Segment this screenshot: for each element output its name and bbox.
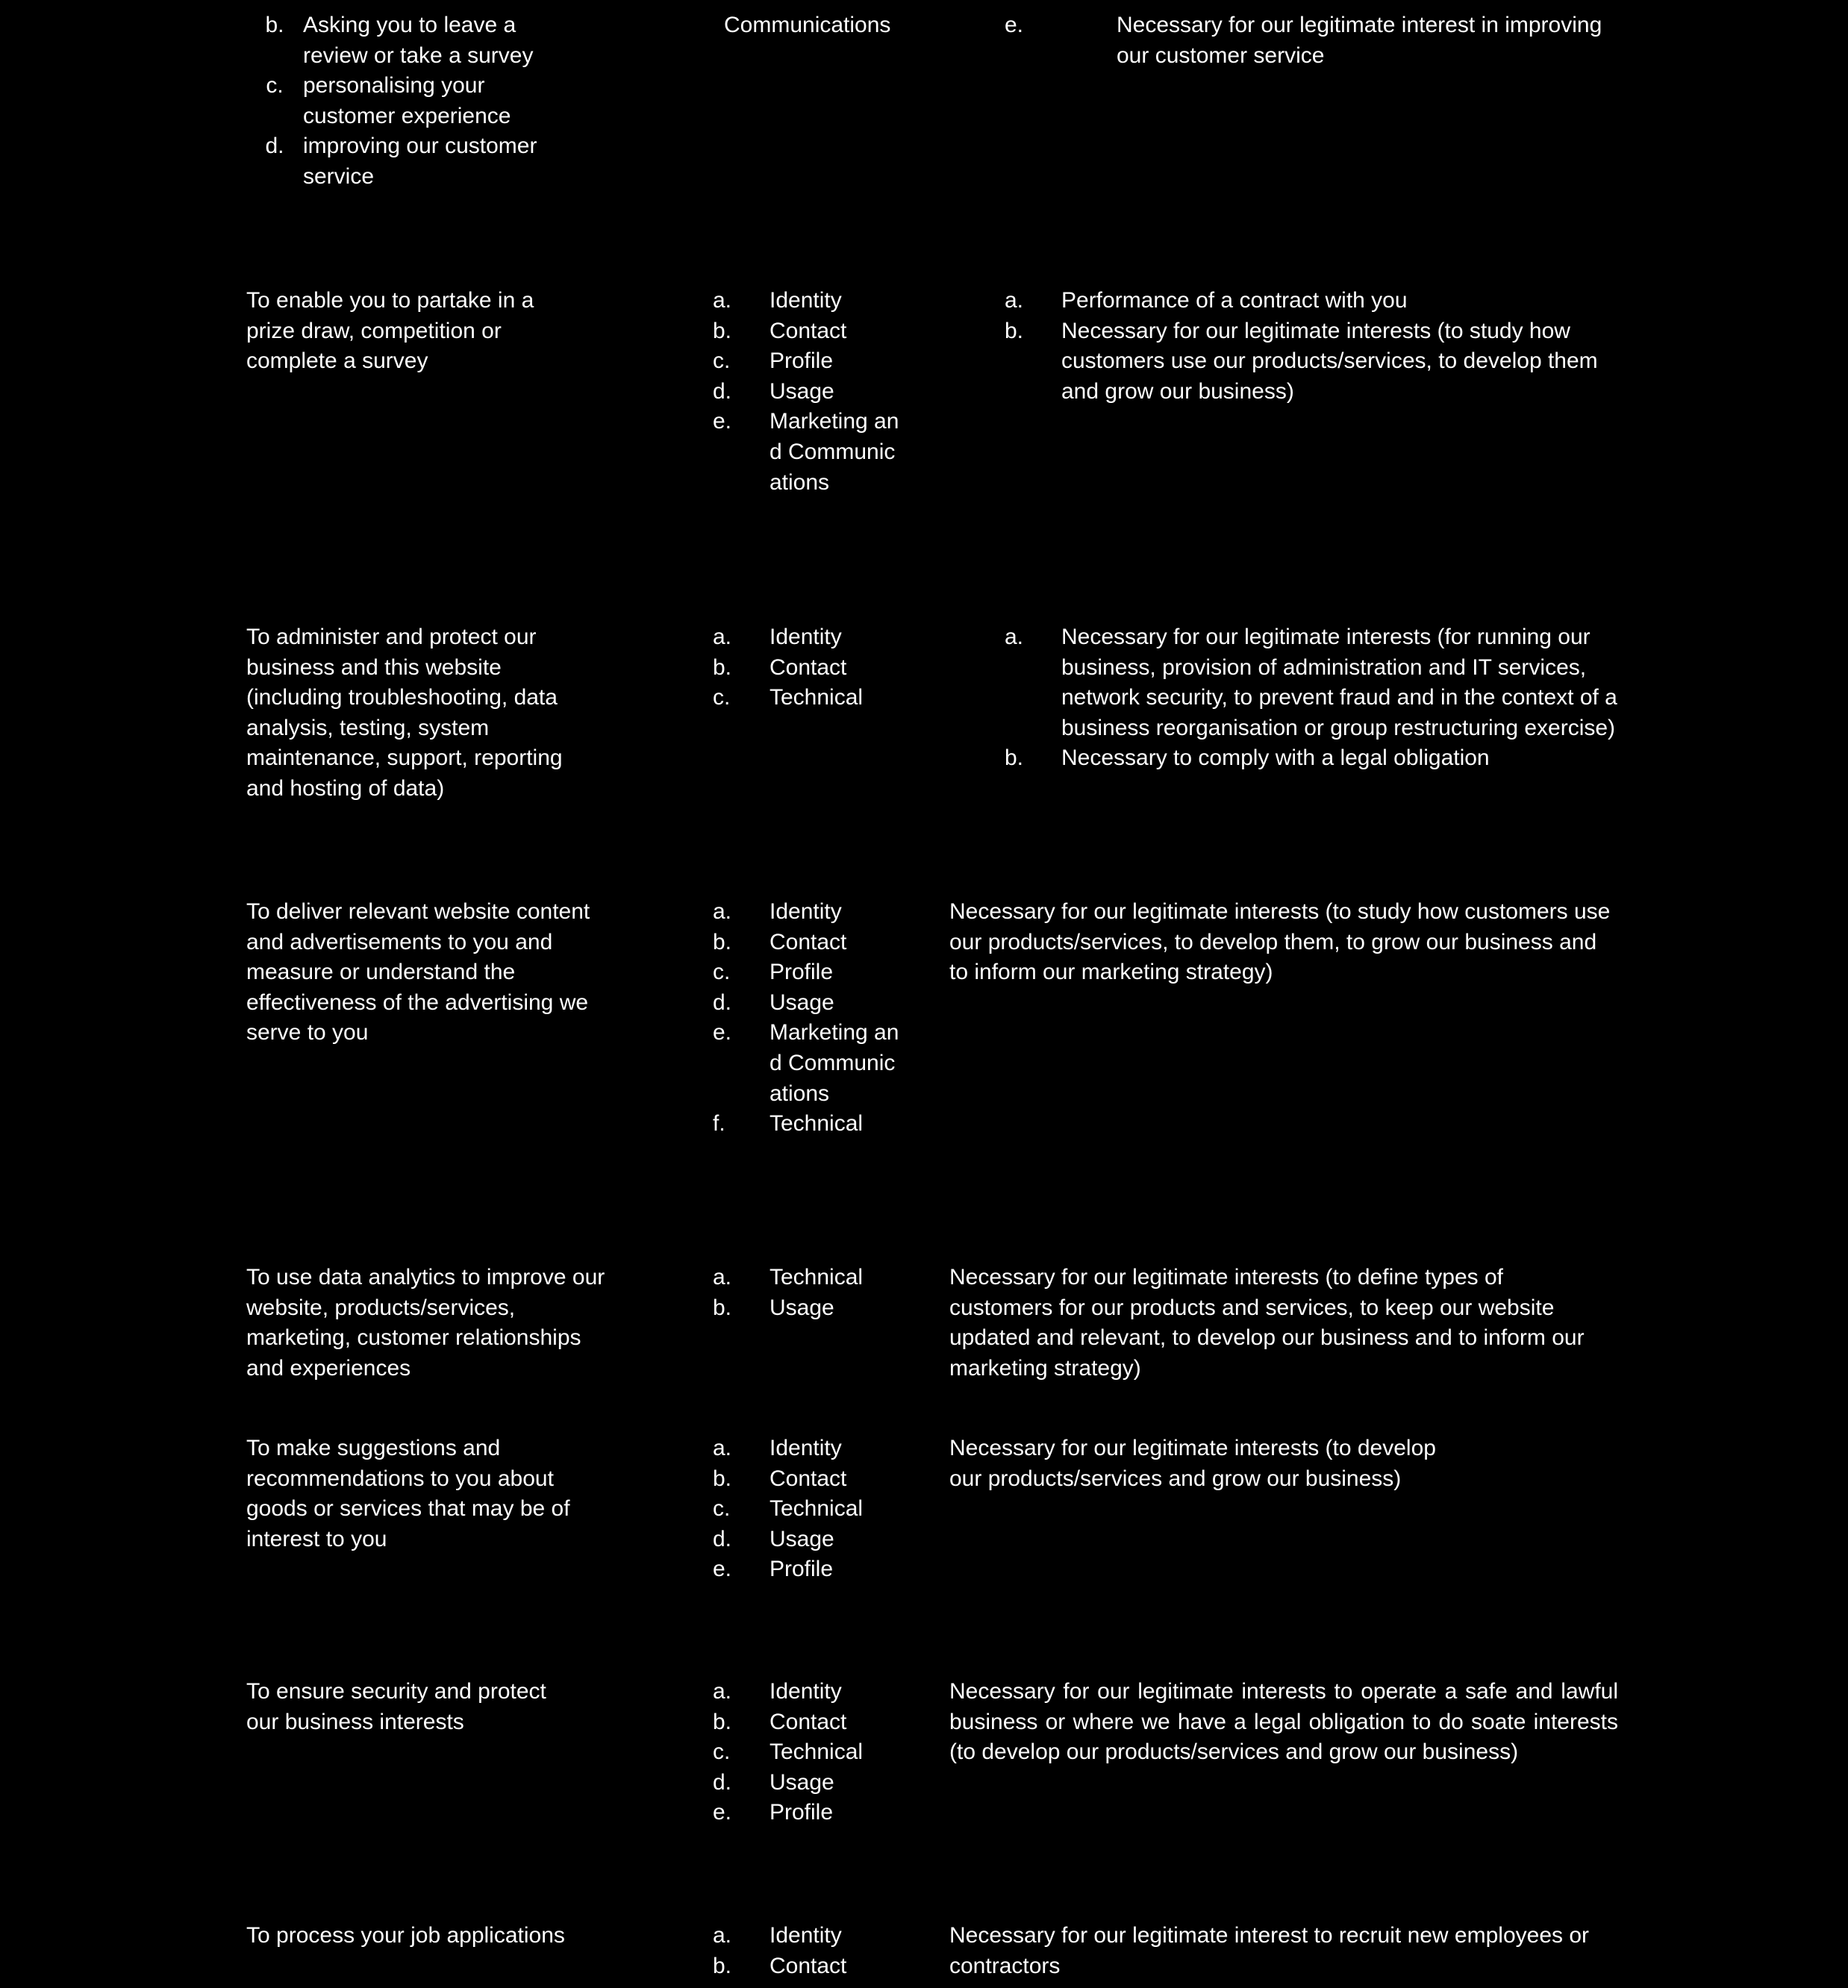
purpose-cell — [246, 622, 612, 804]
list-text: Technical — [770, 1265, 864, 1290]
lawful-basis-text: Necessary for our legitimate interests (to define types of customers for our products and services, to keep our website updated and relevant, to develop our business and to inform our marketing strategy) — [949, 1265, 1585, 1381]
list-item — [713, 377, 907, 407]
lawful-basis-cell — [949, 897, 1629, 988]
list-marker: b. — [713, 654, 732, 680]
list-marker: a. — [713, 625, 732, 649]
list-item — [713, 1464, 907, 1495]
list-marker: b. — [713, 929, 732, 954]
list-text: Usage — [770, 378, 834, 404]
purpose-cell — [246, 1434, 612, 1554]
list-marker: b. — [713, 318, 732, 343]
data-type-text: Communications — [724, 13, 891, 37]
list-text: Profile — [770, 348, 834, 374]
list-marker: a. — [713, 1679, 732, 1704]
purpose-cell — [246, 1921, 612, 1951]
list-item — [713, 622, 907, 653]
list-item — [713, 988, 907, 1019]
list-item — [713, 286, 907, 316]
list-text: Marketing and Communications — [770, 1020, 899, 1106]
list-marker: b. — [1005, 746, 1024, 771]
data-type-list — [713, 286, 907, 498]
data-type-list — [713, 622, 907, 713]
purpose-cell — [246, 1677, 612, 1737]
list-text: Necessary for our legitimate interests (to study how customers use our products/services, to develop them and grow our business) — [1061, 318, 1598, 404]
list-text: Identity — [770, 625, 842, 649]
list-text: Usage — [770, 990, 834, 1015]
list-marker: b. — [713, 1709, 732, 1734]
list-item — [713, 928, 907, 958]
purpose-text: To process your job applications — [246, 1923, 565, 1948]
data-type-list — [713, 1434, 907, 1585]
list-item — [246, 131, 627, 192]
list-text: Contact — [770, 1466, 847, 1491]
data-type-list — [713, 1921, 907, 1981]
list-text: Identity — [770, 1436, 842, 1460]
list-text: Marketing and Communications — [770, 409, 899, 495]
list-text: Contact — [770, 318, 847, 343]
list-item — [713, 1677, 907, 1707]
list-item — [713, 1768, 907, 1798]
list-marker: e. — [1005, 13, 1024, 37]
list-text: Usage — [770, 1526, 834, 1551]
list-text: Contact — [770, 654, 847, 680]
lawful-basis-cell — [949, 1921, 1629, 1981]
lawful-basis-text: Necessary for our legitimate interest to recruit new employees or contractors — [949, 1923, 1590, 1978]
purpose-text: To enable you to partake in a prize draw, competition or complete a survey — [246, 288, 534, 374]
list-item — [713, 1525, 907, 1555]
data-type-list — [713, 1677, 907, 1828]
lawful-basis-text: Necessary for our legitimate interests to operate a safe and lawful business or where we have a legal obligation to do soate interests (to develop our products/services and grow our business) — [949, 1679, 1618, 1765]
lawful-basis-text: Necessary for our legitimate interests (to develop our products/services and grow our business) — [949, 1436, 1436, 1491]
list-item — [713, 1707, 907, 1738]
list-text: Performance of a contract with you — [1061, 288, 1408, 313]
list-text: Identity — [770, 1923, 842, 1948]
list-item — [713, 653, 907, 684]
purpose-cell — [246, 1263, 612, 1384]
list-item — [713, 1798, 907, 1828]
purpose-text: To ensure security and protect our business interests — [246, 1679, 546, 1734]
list-text: Contact — [770, 1709, 847, 1734]
list-item — [713, 1921, 907, 1951]
list-text: Contact — [770, 1953, 847, 1978]
list-item — [713, 1434, 907, 1464]
list-item — [713, 346, 907, 377]
list-marker: a. — [1005, 288, 1024, 313]
list-text: improving our customer service — [303, 134, 537, 189]
purpose-text: To make suggestions and recommendations to you about goods or services that may be of interest to you — [246, 1436, 570, 1551]
list-item — [713, 316, 907, 347]
data-type-cell — [724, 10, 933, 41]
list-marker: b. — [265, 13, 284, 37]
lawful-basis-cell — [949, 1263, 1629, 1384]
list-item — [713, 897, 907, 928]
list-text: Contact — [770, 929, 847, 954]
list-item — [713, 407, 907, 498]
lawful-basis-cell — [949, 1677, 1629, 1768]
list-item — [713, 1293, 907, 1324]
list-marker: a. — [713, 288, 732, 313]
list-item — [949, 316, 1629, 407]
list-text: Profile — [770, 1800, 834, 1825]
list-item — [713, 957, 907, 988]
list-marker: a. — [713, 1265, 732, 1290]
list-text: Technical — [770, 1740, 864, 1765]
list-text: Necessary for our legitimate interest in improving our customer service — [1117, 13, 1602, 68]
list-item — [713, 1109, 907, 1140]
list-marker: e. — [713, 1557, 732, 1582]
list-marker: b. — [1005, 318, 1024, 343]
data-type-list — [713, 1263, 907, 1323]
list-text: Technical — [770, 1496, 864, 1522]
lawful-basis-list — [949, 286, 1629, 407]
list-marker: a. — [713, 1923, 732, 1948]
list-item — [246, 10, 627, 71]
list-text: Asking you to leave a review or take a survey — [303, 13, 534, 68]
list-marker: b. — [713, 1953, 732, 1978]
list-text: Usage — [770, 1295, 834, 1320]
lawful-basis-text: Necessary for our legitimate interests (to study how customers use our products/services, to develop them, to grow our business and to inform our marketing strategy) — [949, 899, 1611, 985]
purpose-text: To deliver relevant website content and advertisements to you and measure or understand the effectiveness of the advertising we serve to you — [246, 899, 590, 1045]
list-marker: f. — [713, 1111, 725, 1137]
purpose-list — [246, 10, 627, 193]
list-marker: d. — [713, 1769, 732, 1795]
list-marker: c. — [266, 73, 284, 99]
list-item — [713, 1737, 907, 1768]
list-marker: a. — [713, 1436, 732, 1460]
list-marker: c. — [713, 348, 731, 374]
list-text: Necessary for our legitimate interests (for running our business, provision of administration and IT services, network security, to prevent fraud and in the context of a business reorganisation or group restructuring exercise) — [1061, 625, 1617, 740]
lawful-basis-cell — [949, 1434, 1629, 1494]
list-marker: e. — [713, 1800, 732, 1825]
list-item — [949, 10, 1629, 71]
list-text: personalising your customer experience — [303, 73, 511, 128]
list-marker: e. — [713, 1020, 732, 1045]
list-item — [713, 1018, 907, 1109]
list-text: Identity — [770, 288, 842, 313]
list-marker: c. — [713, 1740, 731, 1765]
list-text: Profile — [770, 960, 834, 985]
data-type-list — [713, 897, 907, 1140]
list-marker: b. — [713, 1295, 732, 1320]
list-marker: d. — [713, 378, 732, 404]
list-marker: d. — [265, 134, 284, 159]
purpose-text: To use data analytics to improve our website, products/services, marketing, customer relationships and experiences — [246, 1265, 605, 1381]
purpose-cell — [246, 286, 612, 377]
list-item — [949, 622, 1629, 743]
list-marker: d. — [713, 1526, 732, 1551]
list-text: Profile — [770, 1557, 834, 1582]
list-item — [713, 1951, 907, 1982]
list-marker: a. — [713, 899, 732, 924]
list-marker: d. — [713, 990, 732, 1015]
list-marker: c. — [713, 960, 731, 985]
list-marker: c. — [713, 1496, 731, 1522]
list-item — [713, 683, 907, 713]
list-text: Identity — [770, 1679, 842, 1704]
list-text: Technical — [770, 1111, 864, 1137]
list-text: Necessary to comply with a legal obligation — [1061, 746, 1490, 771]
list-text: Usage — [770, 1769, 834, 1795]
list-item — [713, 1554, 907, 1585]
lawful-basis-list — [949, 622, 1629, 774]
list-marker: e. — [713, 409, 732, 434]
list-item — [949, 286, 1629, 316]
purpose-cell — [246, 897, 612, 1048]
list-item — [246, 71, 627, 131]
purpose-text: To administer and protect our business and this website (including troubleshooting, data analysis, testing, system maintenance, support, reporting and hosting of data) — [246, 625, 563, 801]
list-marker: a. — [1005, 625, 1024, 649]
list-text: Identity — [770, 899, 842, 924]
list-text: Technical — [770, 685, 864, 710]
list-item — [713, 1263, 907, 1293]
list-marker: c. — [713, 685, 731, 710]
list-item — [949, 743, 1629, 774]
lawful-basis-cell — [949, 10, 1629, 71]
list-item — [713, 1494, 907, 1525]
list-marker: b. — [713, 1466, 732, 1491]
